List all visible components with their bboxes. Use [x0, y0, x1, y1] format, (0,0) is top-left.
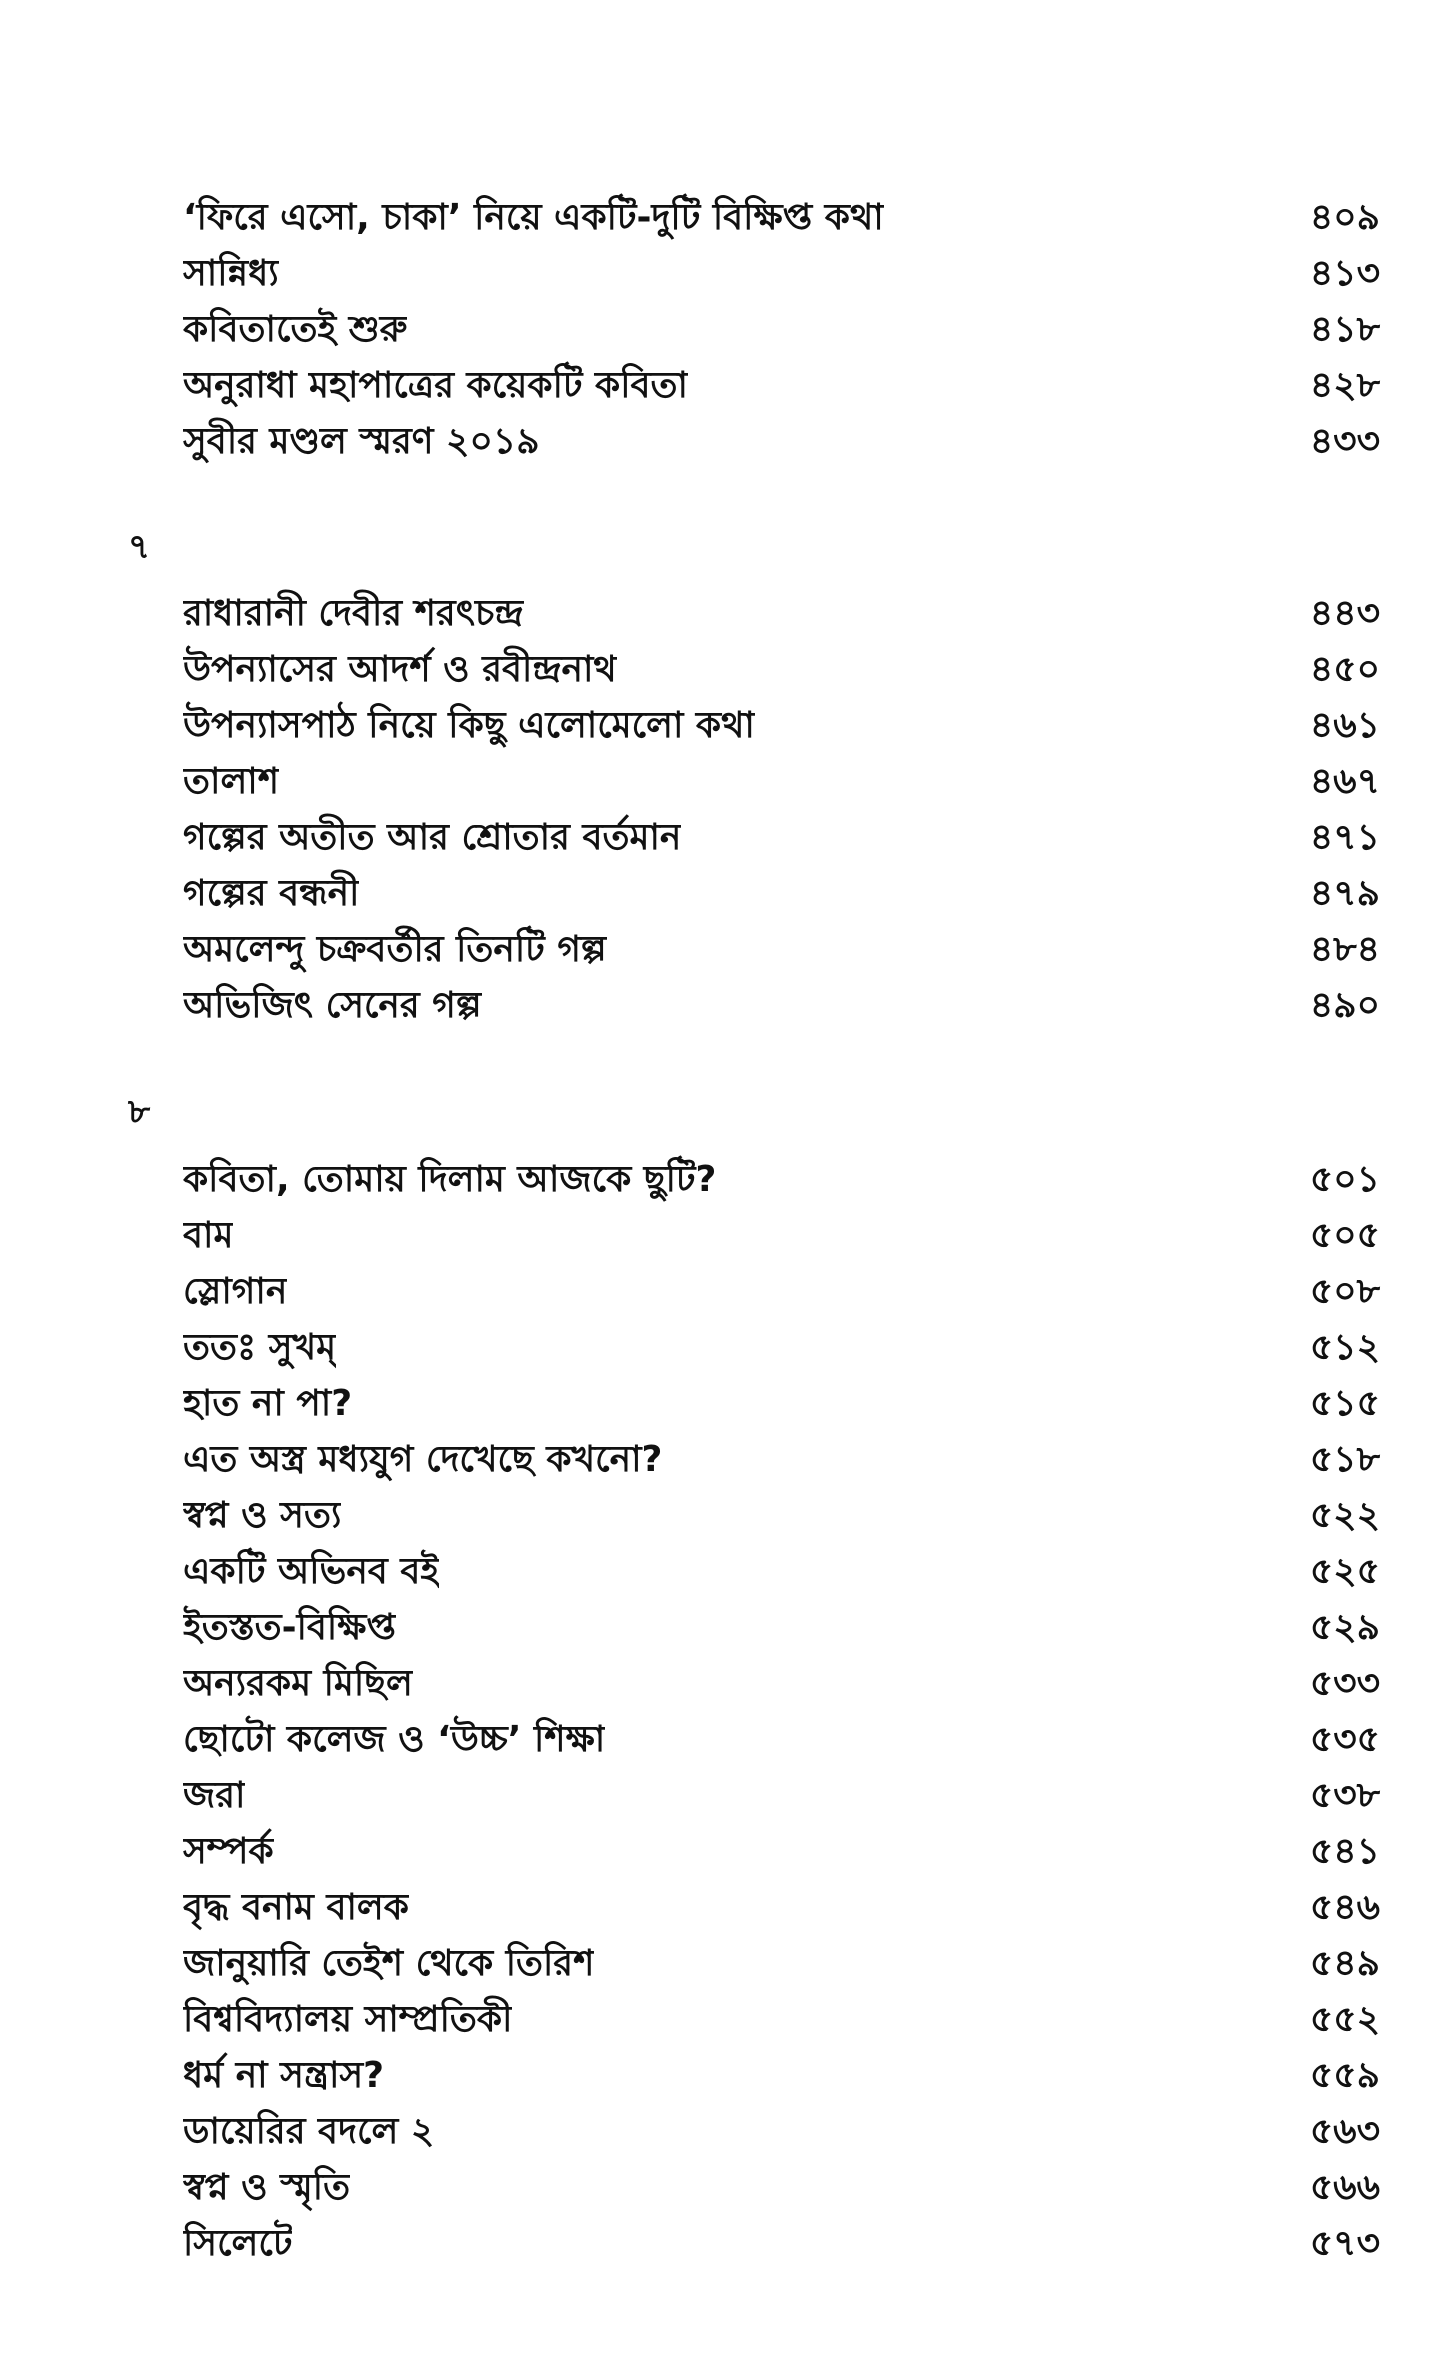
entry-title: অমলেন্দু চক্রবর্তীর তিনটি গল্প [183, 929, 607, 970]
entry-title: উপন্যাসপাঠ নিয়ে কিছু এলোমেলো কথা [183, 705, 755, 746]
entry-page: ৫০৫ [1309, 1215, 1380, 1256]
entry-page: ৫০১ [1309, 1159, 1380, 1200]
toc-entry[interactable] [183, 1434, 1380, 1490]
entry-page: ৪৮৪ [1309, 929, 1380, 970]
toc-entry[interactable] [183, 1602, 1380, 1658]
entry-page: ৪১৩ [1309, 253, 1380, 294]
toc-entry[interactable] [183, 1938, 1380, 1994]
section-number: ৭ [128, 527, 151, 567]
entry-title: সম্পর্ক [183, 1831, 274, 1872]
toc-entry[interactable] [183, 868, 1380, 924]
toc-entry[interactable] [183, 1826, 1380, 1882]
entry-title: সুবীর মণ্ডল স্মরণ ২০১৯ [183, 421, 540, 462]
entry-title: স্লোগান [183, 1271, 288, 1312]
entry-page: ৪৫০ [1309, 649, 1380, 690]
toc-entry[interactable] [183, 812, 1380, 868]
toc-entry[interactable] [183, 700, 1380, 756]
entry-page: ৫৪১ [1309, 1831, 1380, 1872]
entry-title: ডায়েরির বদলে ২ [183, 2111, 435, 2152]
entry-page: ৫০৮ [1309, 1271, 1380, 1312]
entry-title: তালাশ [183, 761, 280, 802]
entry-page: ৪১৮ [1309, 309, 1380, 350]
toc-entry[interactable] [183, 1266, 1380, 1322]
entry-page: ৫১৫ [1309, 1383, 1380, 1424]
entry-page: ৫২৯ [1309, 1607, 1380, 1648]
entry-page: ৪৭৯ [1309, 873, 1380, 914]
toc-entry[interactable] [183, 644, 1380, 700]
entry-page: ৪২৮ [1309, 365, 1380, 406]
toc-entry[interactable] [183, 2106, 1380, 2162]
entry-page: ৫৩৩ [1309, 1663, 1380, 1704]
toc-entry[interactable] [183, 304, 1380, 360]
toc-entry[interactable] [183, 416, 1380, 472]
entry-page: ৫৪৯ [1309, 1943, 1380, 1984]
entry-page: ৪৭১ [1309, 817, 1380, 858]
entry-title: জানুয়ারি তেইশ থেকে তিরিশ [183, 1943, 595, 1984]
toc-entry[interactable] [183, 588, 1380, 644]
entry-title: হাত না পা? [183, 1383, 353, 1424]
entry-title: অন্যরকম মিছিল [183, 1663, 413, 1704]
entry-title: ইতস্তত-বিক্ষিপ্ত [183, 1607, 396, 1648]
toc-entry[interactable] [183, 1210, 1380, 1266]
entry-title: সিলেটে [183, 2223, 293, 2264]
toc-entry[interactable] [183, 756, 1380, 812]
entry-page: ৫১৮ [1309, 1439, 1380, 1480]
entry-page: ৫৫৯ [1309, 2055, 1380, 2096]
toc-entry[interactable] [183, 2050, 1380, 2106]
entry-page: ৪০৯ [1309, 197, 1380, 238]
entry-title: ছোটো কলেজ ও ‘উচ্চ’ শিক্ষা [183, 1719, 606, 1760]
toc-entry[interactable] [183, 1994, 1380, 2050]
toc-entry[interactable] [183, 1658, 1380, 1714]
toc-entry[interactable] [183, 1882, 1380, 1938]
toc-entry[interactable] [183, 924, 1380, 980]
entry-page: ৫২২ [1309, 1495, 1380, 1536]
entry-title: এত অস্ত্র মধ্যযুগ দেখেছে কখনো? [183, 1439, 663, 1480]
entry-page: ৫৭৩ [1309, 2223, 1380, 2264]
entry-title: বাম [183, 1215, 234, 1256]
entry-title: স্বপ্ন ও সত্য [183, 1495, 342, 1536]
toc-entry[interactable] [183, 980, 1380, 1036]
entry-title: কবিতা, তোমায় দিলাম আজকে ছুটি? [183, 1159, 717, 1200]
toc-entry[interactable] [183, 248, 1380, 304]
entry-page: ৫৩৮ [1309, 1775, 1380, 1816]
section-number: ৮ [128, 1092, 151, 1132]
toc-entry[interactable] [183, 2162, 1380, 2218]
entry-page: ৪৬৭ [1309, 761, 1380, 802]
entry-page: ৪৩৩ [1309, 421, 1380, 462]
entry-title: রাধারানী দেবীর শরৎচন্দ্র [183, 593, 524, 634]
entry-title: জরা [183, 1775, 246, 1816]
entry-page: ৫১২ [1309, 1327, 1380, 1368]
entry-page: ৫৬৩ [1309, 2111, 1380, 2152]
entry-page: ৫৫২ [1309, 1999, 1380, 2040]
toc-entry[interactable] [183, 1322, 1380, 1378]
entry-title: অভিজিৎ সেনের গল্প [183, 985, 482, 1026]
entry-title: গল্পের বন্ধনী [183, 873, 360, 914]
toc-entry[interactable] [183, 1154, 1380, 1210]
entry-page: ৪৬১ [1309, 705, 1380, 746]
toc-entry[interactable] [183, 1770, 1380, 1826]
toc-entry[interactable] [183, 1546, 1380, 1602]
toc-entry[interactable] [183, 1378, 1380, 1434]
entry-title: সান্নিধ্য [183, 253, 279, 294]
entry-title: ধর্ম না সন্ত্রাস? [183, 2055, 385, 2096]
entry-title: ততঃ সুখম্ [183, 1327, 337, 1368]
entry-page: ৫৪৬ [1309, 1887, 1380, 1928]
entry-title: উপন্যাসের আদর্শ ও রবীন্দ্রনাথ [183, 649, 617, 690]
entry-title: বৃদ্ধ বনাম বালক [183, 1887, 409, 1928]
entry-title: একটি অভিনব বই [183, 1551, 440, 1592]
toc-entry[interactable] [183, 1714, 1380, 1770]
entry-title: অনুরাধা মহাপাত্রের কয়েকটি কবিতা [183, 365, 688, 406]
entry-page: ৪৪৩ [1309, 593, 1380, 634]
entry-page: ৪৯০ [1309, 985, 1380, 1026]
entry-title: বিশ্ববিদ্যালয় সাম্প্রতিকী [183, 1999, 513, 2040]
entry-title: স্বপ্ন ও স্মৃতি [183, 2167, 351, 2208]
toc-entry[interactable] [183, 192, 1380, 248]
entry-page: ৫২৫ [1309, 1551, 1380, 1592]
toc-entry[interactable] [183, 2218, 1380, 2274]
toc-entry[interactable] [183, 1490, 1380, 1546]
entry-page: ৫৩৫ [1309, 1719, 1380, 1760]
entry-title: গল্পের অতীত আর শ্রোতার বর্তমান [183, 817, 682, 858]
entry-page: ৫৬৬ [1309, 2167, 1380, 2208]
entry-title: ‘ফিরে এসো, চাকা’ নিয়ে একটি-দুটি বিক্ষিপ্ত কথা [183, 197, 884, 238]
toc-entry[interactable] [183, 360, 1380, 416]
entry-title: কবিতাতেই শুরু [183, 309, 408, 350]
